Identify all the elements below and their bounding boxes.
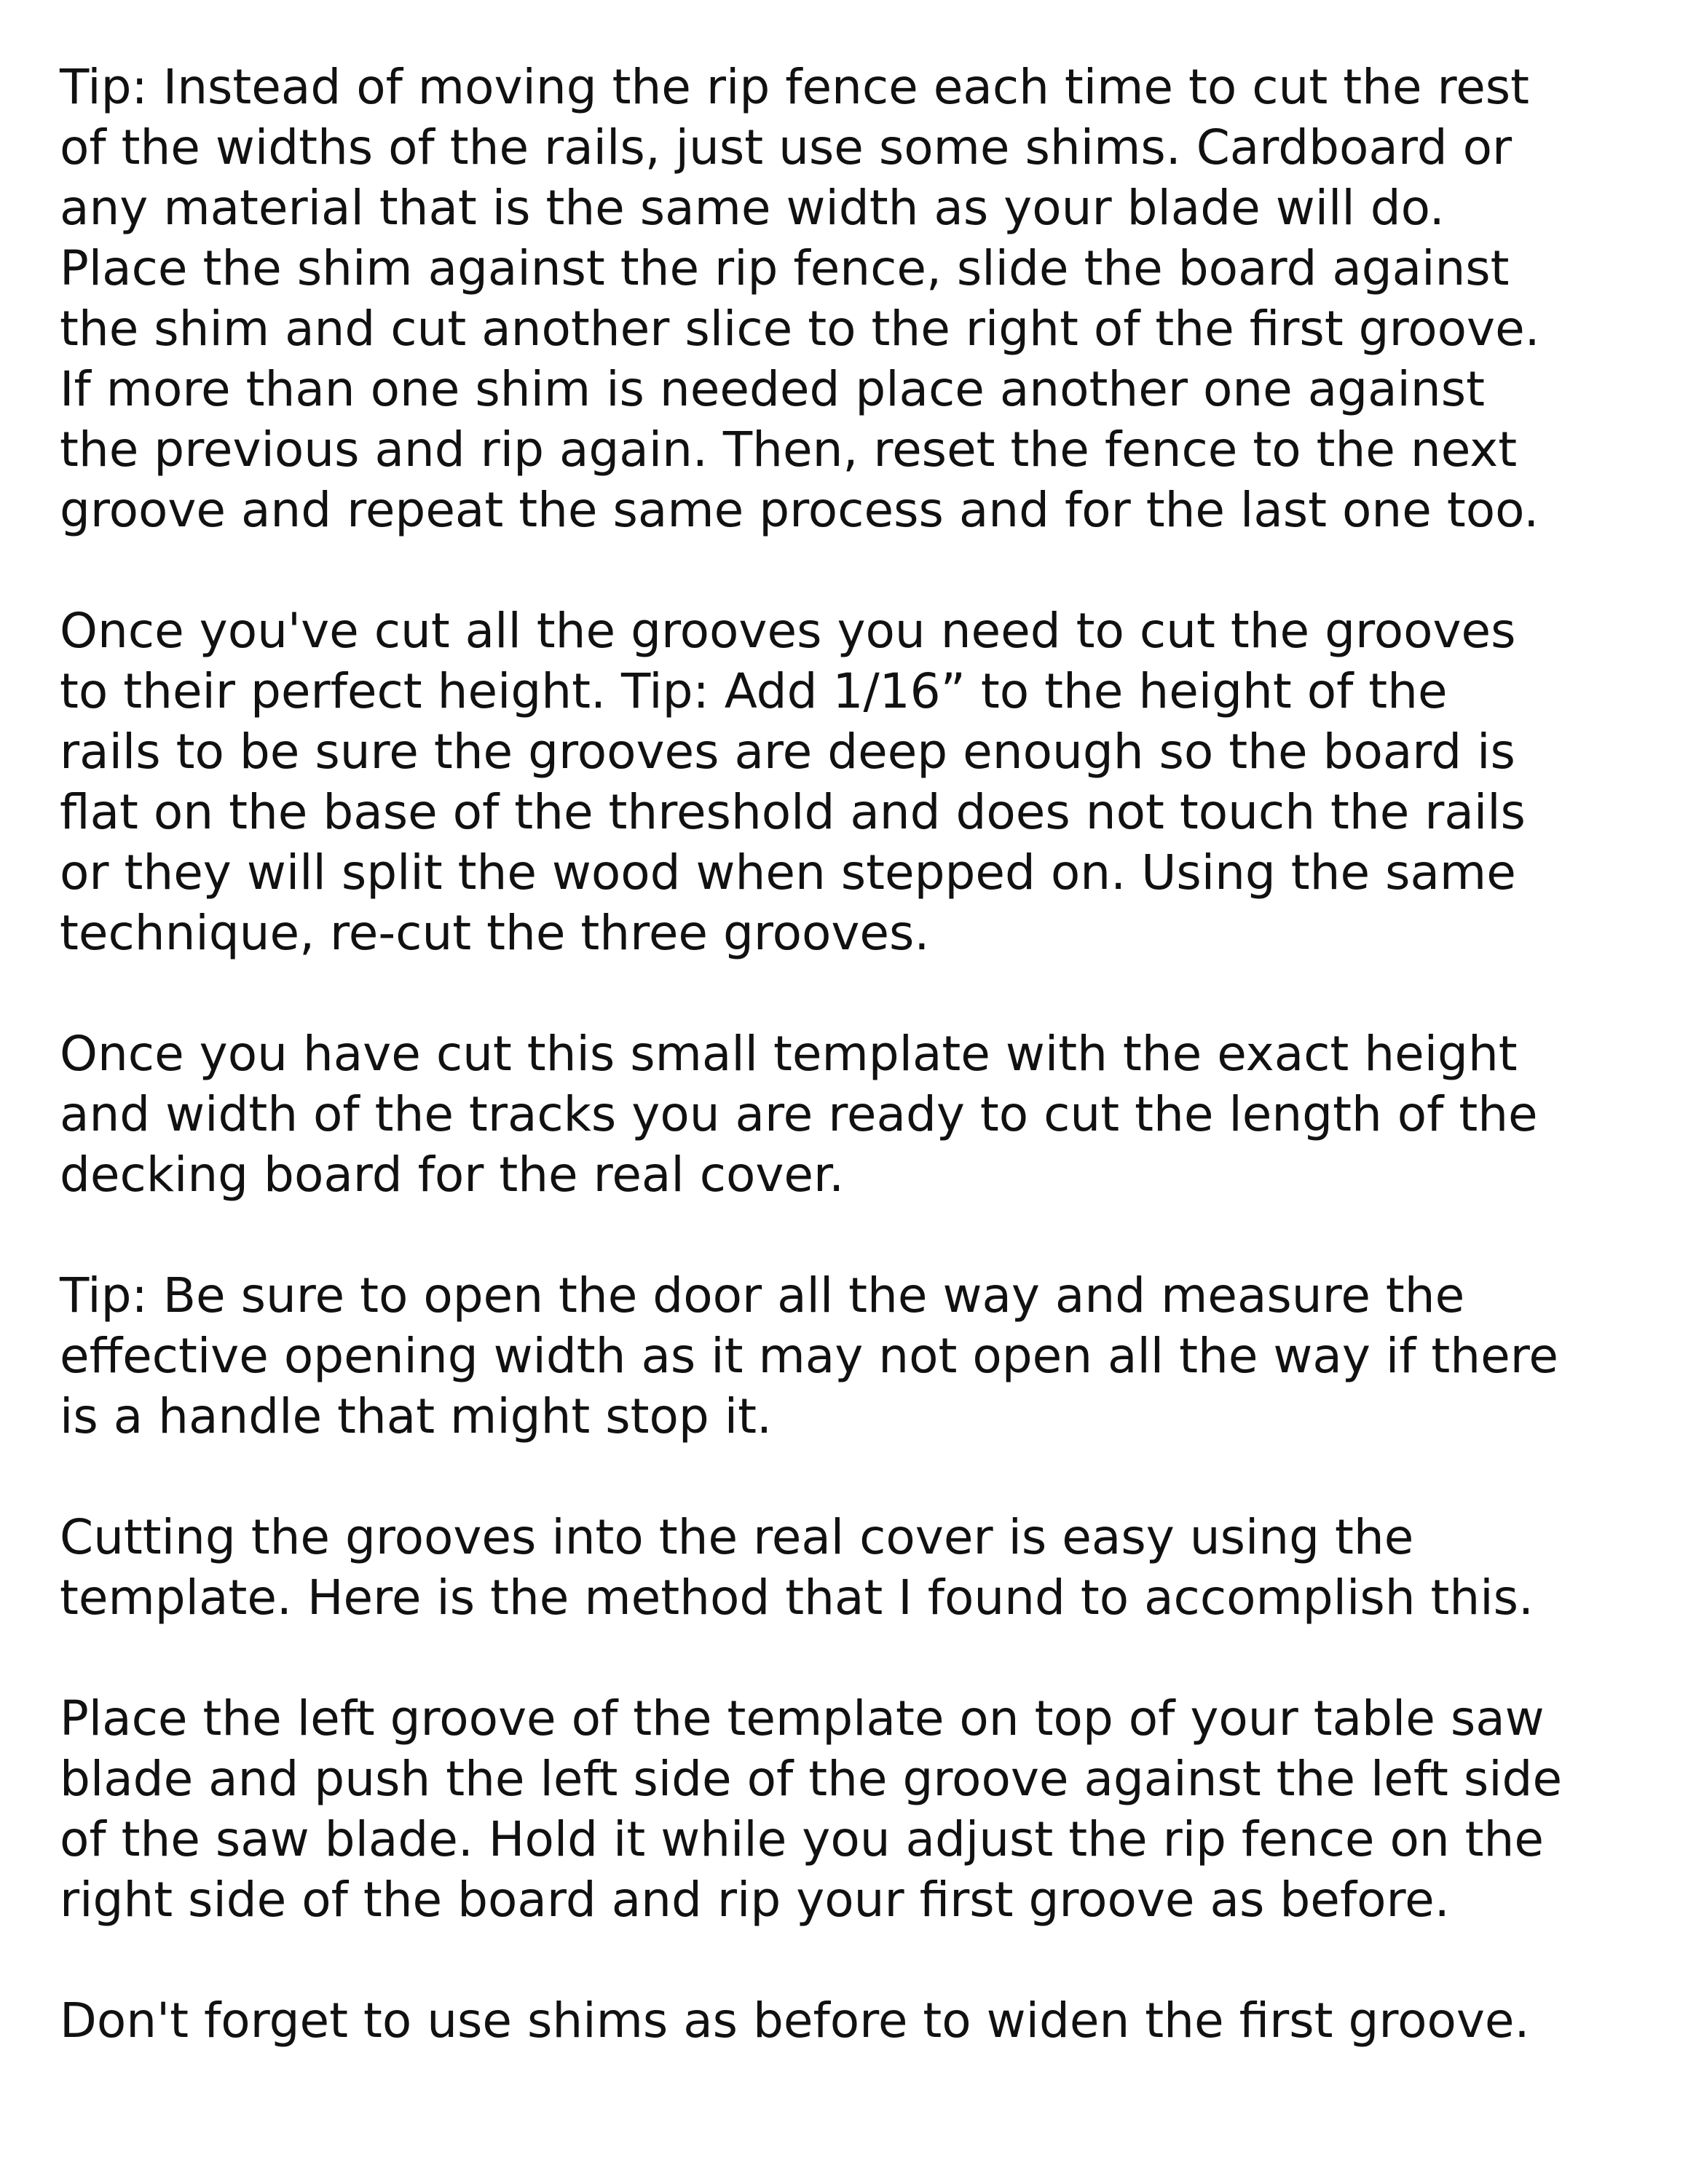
text-line: template. Here is the method that I found to accomplish this. (60, 1570, 1534, 1626)
text-line: right side of the board and rip your first groove as before. (60, 1872, 1450, 1928)
text-line: Place the shim against the rip fence, slide the board against (60, 240, 1510, 296)
text-line: and width of the tracks you are ready to cut the length of the (60, 1086, 1538, 1142)
text-line: to their perfect height. Tip: Add 1/16” to the height of the (60, 663, 1448, 719)
text-line: Cutting the grooves into the real cover is easy using the (60, 1509, 1414, 1565)
text-line: groove and repeat the same process and for the last one too. (60, 482, 1539, 538)
paragraph-template (60, 1024, 1676, 1205)
document-body (60, 57, 1676, 2051)
text-line: any material that is the same width as your blade will do. (60, 180, 1445, 236)
text-line: effective opening width as it may not open all the way if there (60, 1328, 1559, 1384)
text-line: is a handle that might stop it. (60, 1388, 772, 1444)
paragraph-saw-blade (60, 1688, 1676, 1930)
paragraph-groove-height (60, 601, 1676, 963)
text-line: rails to be sure the grooves are deep enough so the board is (60, 724, 1515, 780)
text-line: Tip: Instead of moving the rip fence each time to cut the rest (60, 59, 1530, 115)
text-line: of the saw blade. Hold it while you adjust the rip fence on the (60, 1811, 1544, 1867)
text-line: or they will split the wood when stepped on. Using the same (60, 844, 1516, 901)
text-line: flat on the base of the threshold and does not touch the rails (60, 784, 1526, 840)
text-line: blade and push the left side of the groove against the left side (60, 1751, 1563, 1807)
text-line: technique, re-cut the three grooves. (60, 905, 930, 961)
text-line: Don't forget to use shims as before to widen the first groove. (60, 1993, 1530, 2049)
text-line: of the widths of the rails, just use some shims. Cardboard or (60, 119, 1513, 175)
paragraph-shims-reminder (60, 1990, 1676, 2051)
text-line: decking board for the real cover. (60, 1147, 845, 1203)
text-line: Place the left groove of the template on top of your table saw (60, 1690, 1545, 1746)
text-line: If more than one shim is needed place another one against (60, 361, 1485, 417)
paragraph-real-cover (60, 1507, 1676, 1628)
text-line: Tip: Be sure to open the door all the way and measure the (60, 1267, 1465, 1324)
text-line: the previous and rip again. Then, reset the fence to the next (60, 422, 1518, 478)
paragraph-shim-tip (60, 57, 1676, 540)
text-line: the shim and cut another slice to the right of the first groove. (60, 301, 1540, 357)
paragraph-door-tip (60, 1265, 1676, 1447)
text-line: Once you have cut this small template with the exact height (60, 1026, 1518, 1082)
text-line: Once you've cut all the grooves you need to cut the grooves (60, 603, 1516, 659)
